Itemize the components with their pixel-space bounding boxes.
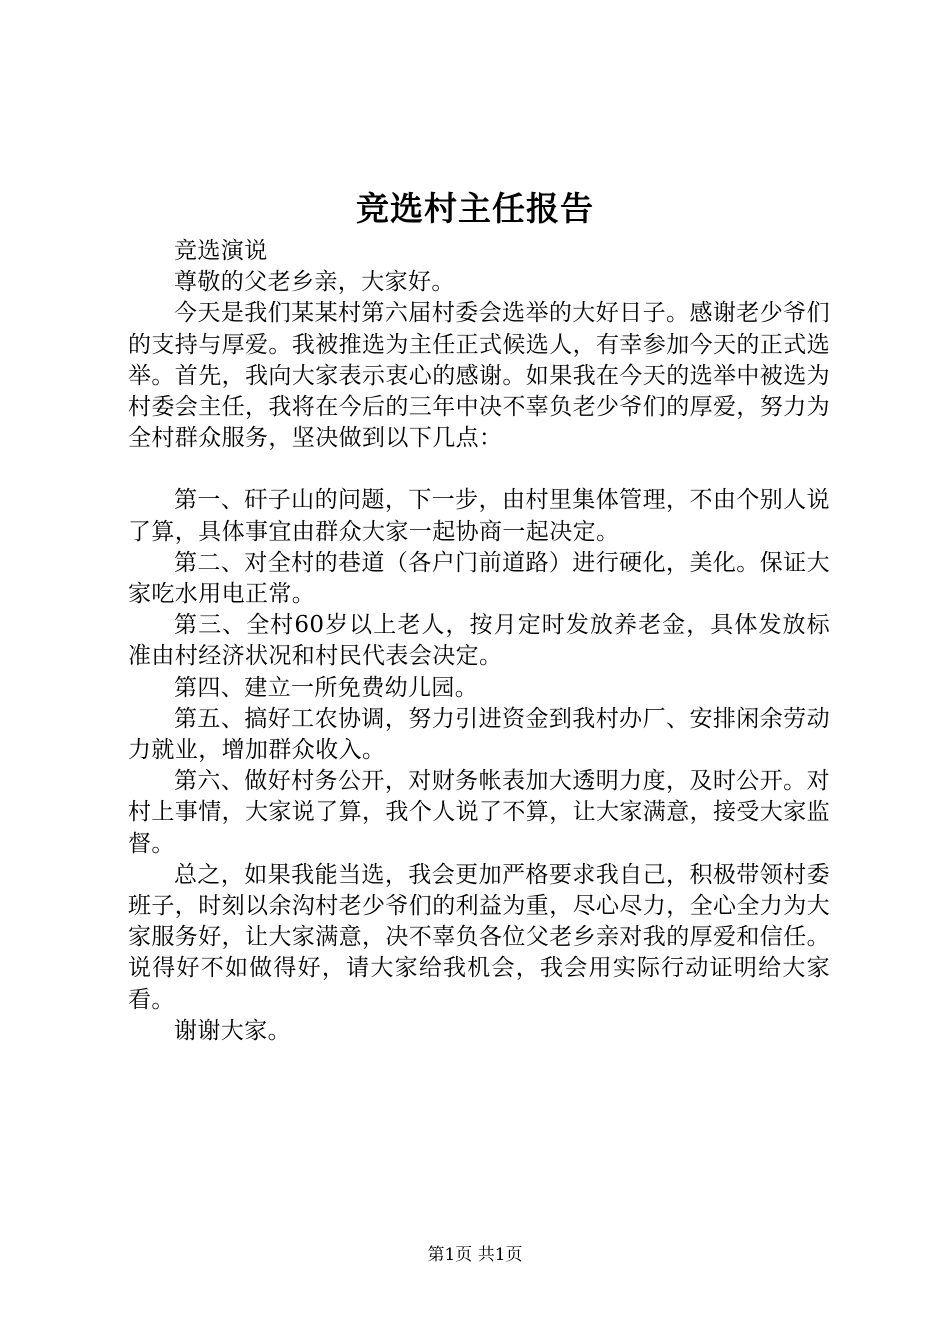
- paragraph-greeting: 尊敬的父老乡亲，大家好。: [174, 269, 455, 296]
- paragraph-thanks: 谢谢大家。: [174, 1017, 291, 1044]
- paragraph-conclusion: 总之，如果我能当选，我会更加严格要求我自己，积极带领村委班子，时刻以余沟村老少爷们的利益为重，尽心尽力，全心全力为大家服务好，让大家满意，决不辜负各位父老乡亲对我的厚爱和信任。说得好不如做得好，请大家给我机会，我会用实际行动证明给大家看。: [128, 861, 830, 1013]
- page-footer: 第1页 共1页: [427, 1245, 523, 1265]
- paragraph-point-5: 第五、搞好工农协调，努力引进资金到我村办厂、安排闲余劳动力就业，增加群众收入。: [128, 705, 830, 764]
- paragraph-point-1: 第一、矸子山的问题，下一步，由村里集体管理，不由个别人说了算，具体事宜由群众大家一起协商一起决定。: [128, 487, 830, 545]
- paragraph-point-3: 第三、全村60岁以上老人，按月定时发放养老金，具体发放标准由村经济状况和村民代表会决定。: [128, 612, 830, 670]
- paragraph-gap: [128, 454, 830, 485]
- paragraph-point-2: 第二、对全村的巷道（各户门前道路）进行硬化，美化。保证大家吃水用电正常。: [128, 549, 830, 608]
- paragraph-point-4: 第四、建立一所免费幼儿园。: [174, 674, 479, 701]
- paragraph-introduction: 今天是我们某某村第六届村委会选举的大好日子。感谢老少爷们的支持与厚爱。我被推选为主任正式候选人，有幸参加今天的正式选举。首先，我向大家表示衷心的感谢。如果我在今天的选举中被选为村委会主任，我将在今后的三年中决不辜负老少爷们的厚爱，努力为全村群众服务，坚决做到以下几点：: [128, 300, 830, 452]
- document-body: [128, 236, 830, 1047]
- paragraph-point-6: 第六、做好村务公开，对财务帐表加大透明力度，及时公开。对村上事情，大家说了算，我个人说了不算，让大家满意，接受大家监督。: [128, 768, 830, 857]
- paragraph-speech-label: 竞选演说: [174, 238, 268, 264]
- document-title: 竞选村主任报告: [356, 189, 594, 228]
